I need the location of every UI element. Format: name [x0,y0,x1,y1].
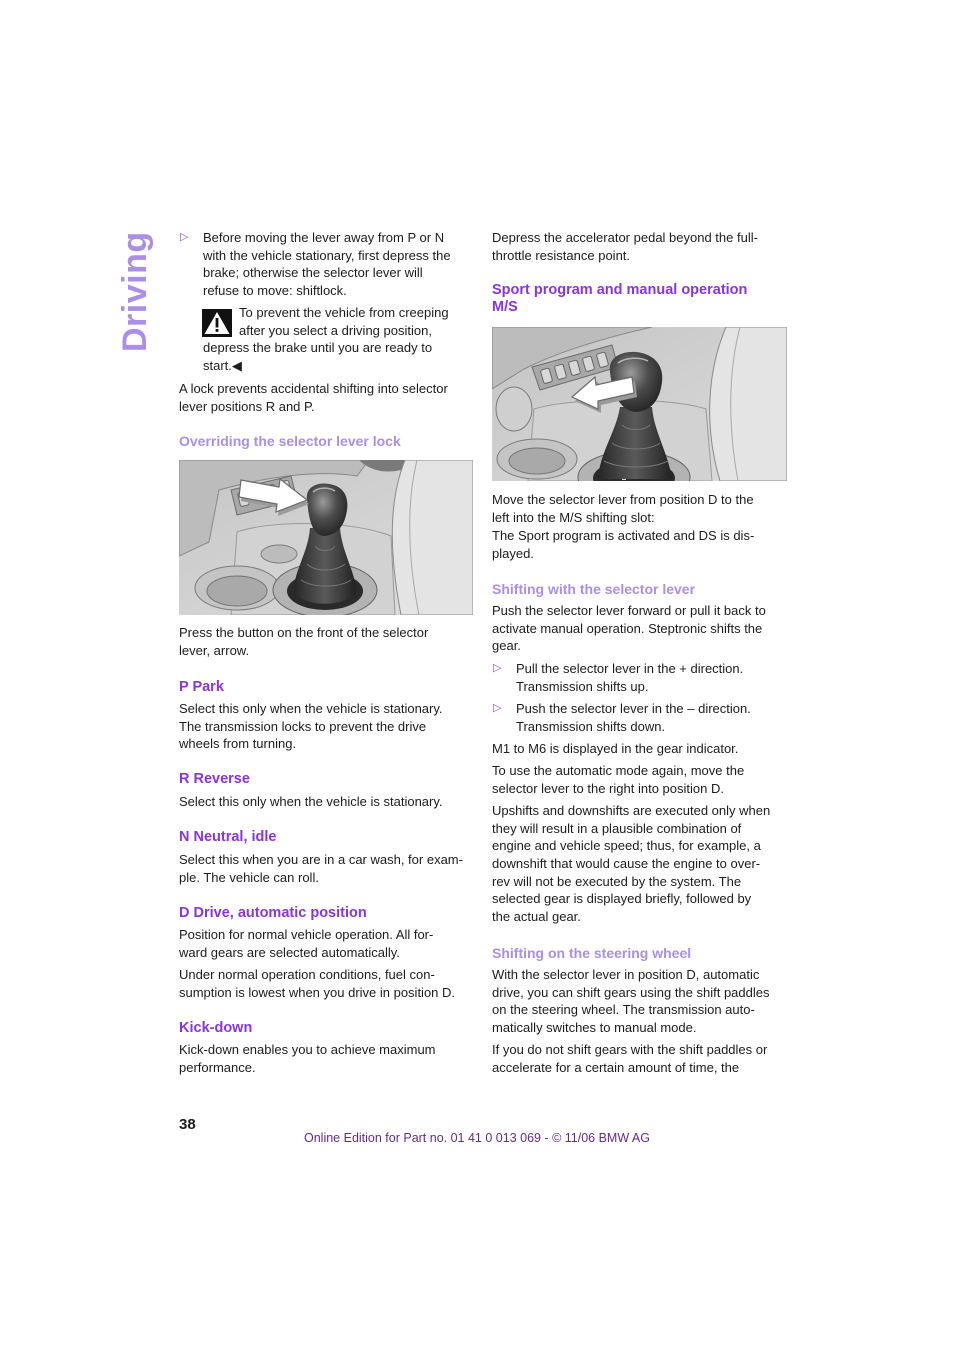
text-line: The Sport program is activated and DS is dis- [492,528,755,543]
text-line: brake; otherwise the selector lever will [203,265,423,281]
text-line: With the selector lever in position D, automatic [492,967,760,982]
page-number: 38 [179,1116,196,1133]
bullet-marker: ▷ [493,662,502,674]
kickdown-heading: Kick-down [179,1020,253,1036]
accelerator-paragraph [492,229,758,264]
override-heading: Overriding the selector lever lock [179,433,401,449]
text-line: matically switches to manual mode. [492,1020,697,1036]
seat [392,460,473,615]
text-line: drive, you can shift gears using the shift paddles [492,984,770,1000]
text-line: start.◀ [203,357,242,373]
reverse-paragraph [179,793,443,811]
override-paragraph [179,624,428,659]
text-line: lever, arrow. [179,642,250,658]
text-line: Transmission shifts up. [516,678,649,694]
shiftlock-bullet-text [203,229,451,300]
caution-text-beside-icon [239,304,449,339]
steering-wheel-paragraph [492,966,770,1037]
text-line: after you select a driving position, [239,322,432,338]
text-line: Push the selector lever in the – direction. [516,701,751,716]
text-line: Press the button on the front of the selector [179,625,429,640]
selector-lever-lock-figure [179,460,473,615]
park-heading: P Park [179,679,224,695]
text-line: performance. [179,1059,256,1075]
text-line: Select this only when the vehicle is stationary. [179,701,443,716]
drive-heading: D Drive, automatic position [179,905,367,921]
selector-lever-illustration [179,460,473,615]
text-line: left into the M/S shifting slot: [492,509,655,525]
text-line: played. [492,545,534,561]
automatic-mode-paragraph [492,762,744,797]
text-line: M1 to M6 is displayed in the gear indicator. [492,741,739,756]
text-line: A lock prevents accidental shifting into selector [179,381,448,396]
text-line: ward gears are selected automatically. [179,944,400,960]
text-line: on the steering wheel. The transmission auto- [492,1002,755,1018]
text-line: with the vehicle stationary, first depress the [203,247,451,263]
text-line: Before moving the lever away from P or N [203,230,445,245]
neutral-paragraph [179,851,463,886]
bullet-marker: ▷ [180,231,189,243]
manual-mode-figure [492,327,787,481]
text-line: throttle resistance point. [492,247,631,263]
move-lever-paragraph [492,491,754,526]
selector-shifting-heading: Shifting with the selector lever [492,581,696,597]
sport-program-heading [492,282,747,316]
text-line: activate manual operation. Steptronic shifts the [492,620,763,636]
text-line: gear. [492,638,521,654]
text-line: selected gear is displayed briefly, followed by [492,891,752,907]
selector-shifting-paragraph [492,602,766,655]
text-line: depress the brake until you are ready to [203,340,433,355]
text-line: the actual gear. [492,909,581,925]
drive-fuel-paragraph [179,966,455,1001]
kickdown-paragraph [179,1041,436,1076]
text-line: sumption is lowest when you drive in position D. [179,984,456,1000]
text-line: Push the selector lever forward or pull it back to [492,603,766,618]
text-line: Select this when you are in a car wash, for exam- [179,852,463,867]
text-line: Transmission shifts down. [516,718,666,734]
edition-footer: Online Edition for Part no. 01 41 0 013 069 - © 11/06 BMW AG [304,1131,650,1145]
lock-note-paragraph [179,380,448,415]
text-line: Upshifts and downshifts are executed only when [492,803,771,818]
text-line: Pull the selector lever in the + direction. [516,661,744,676]
warning-icon [202,309,232,337]
neutral-heading: N Neutral, idle [179,829,277,845]
text-line: To prevent the vehicle from creeping [239,305,449,320]
text-line: Position for normal vehicle operation. All for- [179,927,434,942]
caution-text-below-icon [203,339,432,374]
text-line: The transmission locks to prevent the drive [179,718,427,734]
shift-up-bullet-text [516,660,743,695]
text-line: refuse to move: shiftlock. [203,283,347,299]
section-tab-label: Driving [116,231,154,352]
park-paragraph [179,700,443,753]
text-line: rev will not be executed by the system. The [492,873,742,889]
reverse-heading: R Reverse [179,771,250,787]
text-line: Select this only when the vehicle is stationary. [179,794,443,809]
text-line: engine and vehicle speed; thus, for example, a [492,838,761,854]
text-line: downshift that would cause the engine to over- [492,856,761,872]
drive-paragraph [179,926,433,961]
text-line: Kick-down enables you to achieve maximum [179,1042,436,1057]
text-line: To use the automatic mode again, move the [492,763,745,778]
bullet-marker: ▷ [493,702,502,714]
paddles-paragraph [492,1041,767,1076]
steering-wheel-heading: Shifting on the steering wheel [492,945,692,961]
upshift-paragraph [492,802,770,926]
text-line: selector lever to the right into position D. [492,780,724,796]
text-line: they will result in a plausible combination of [492,820,742,836]
gear-indicator-paragraph [492,740,738,758]
seat [710,327,787,481]
text-line: wheels from turning. [179,736,297,752]
text-line: Move the selector lever from position D to the [492,492,754,507]
text-line: Sport program and manual operation [492,282,748,298]
shift-down-bullet-text [516,700,751,735]
text-line: If you do not shift gears with the shift paddles or [492,1042,768,1057]
text-line: accelerate for a certain amount of time, the [492,1059,740,1075]
text-line: M/S [492,299,518,315]
text-line: ple. The vehicle can roll. [179,869,319,885]
manual-slot-illustration [492,327,787,481]
sport-active-paragraph [492,527,754,562]
text-line: lever positions R and P. [179,398,315,414]
text-line: Under normal operation conditions, fuel con- [179,967,435,982]
text-line: Depress the accelerator pedal beyond the full- [492,230,758,245]
